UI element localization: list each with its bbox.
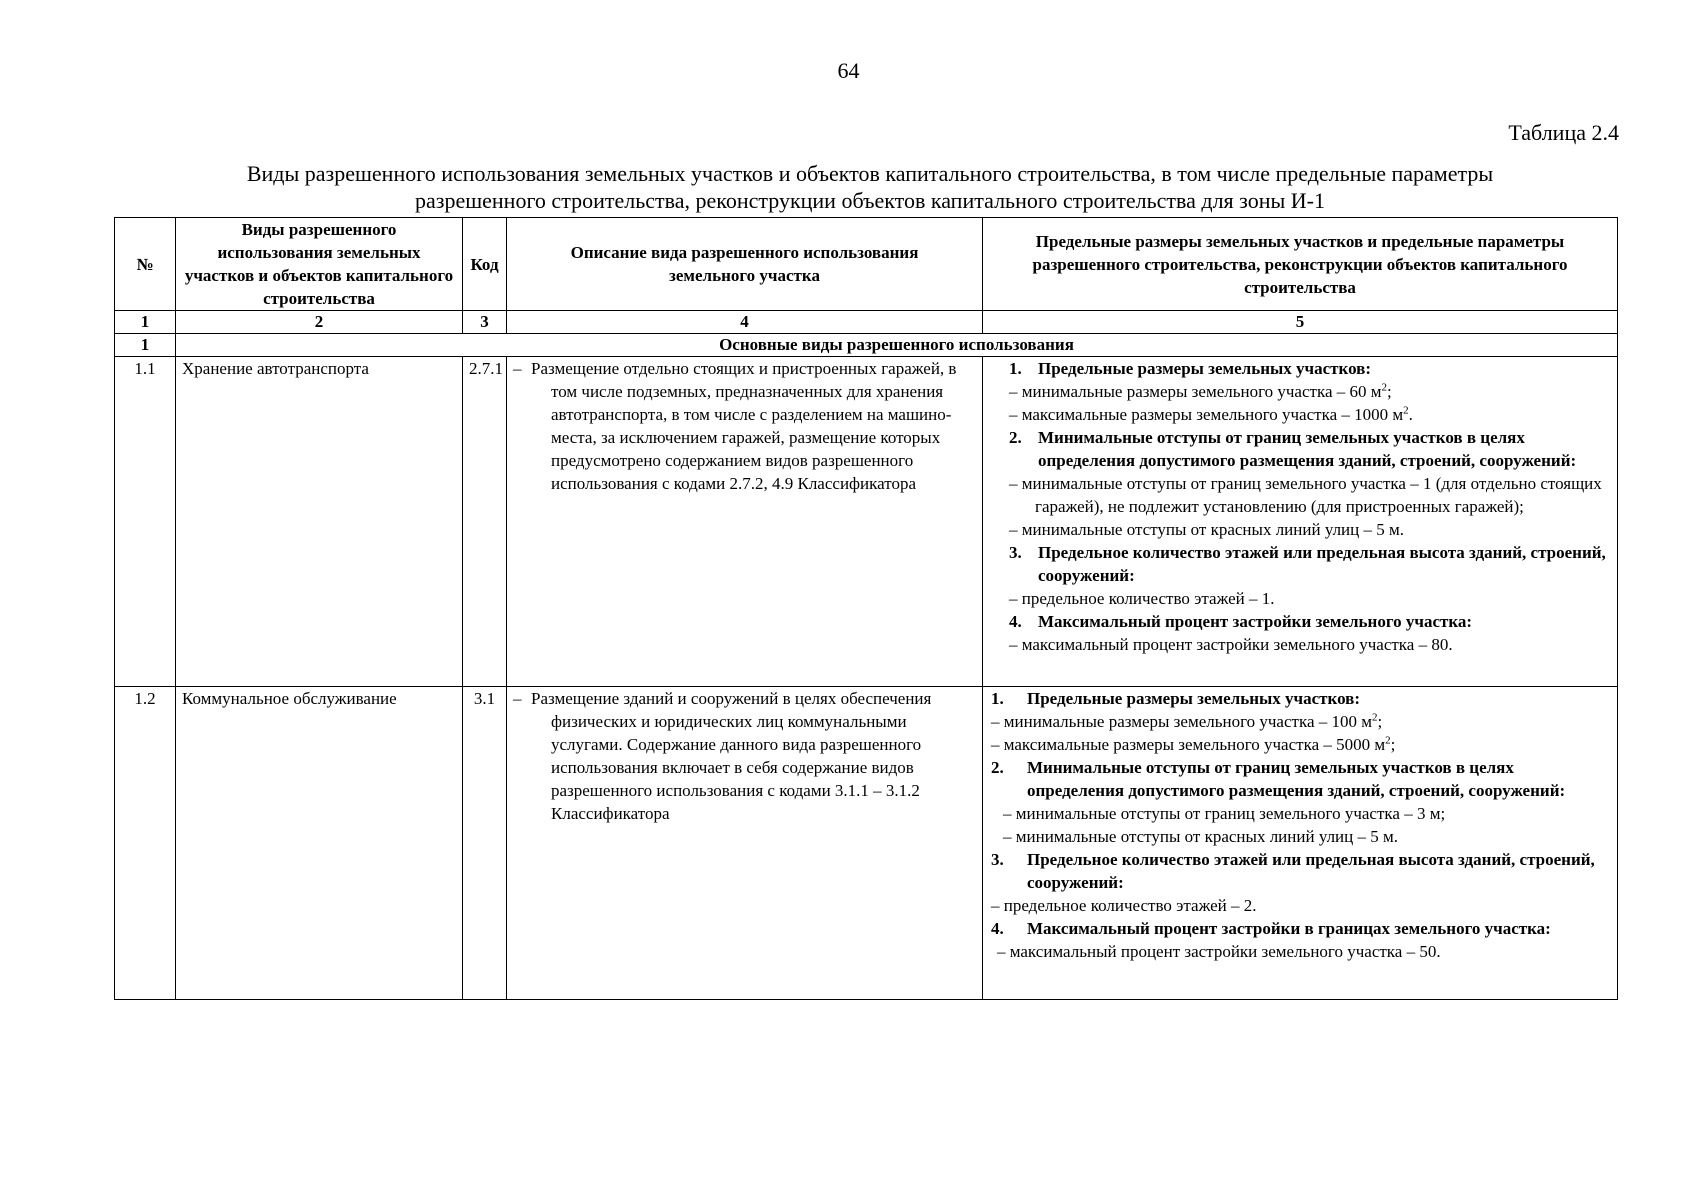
param-item: – максимальные размеры земельного участка – 1000 $м^2$. xyxy=(1009,404,1413,424)
param-item: – предельное количество этажей – 1. xyxy=(1009,589,1275,608)
param-item: – максимальный процент застройки земельного участка – 80. xyxy=(1009,635,1453,654)
table-title xyxy=(130,160,1610,214)
row-params xyxy=(983,687,1618,1000)
param-heading: 1. Предельные размеры земельных участков: xyxy=(991,689,1361,708)
param-item: – предельное количество этажей – 2. xyxy=(991,896,1257,915)
header-name: Виды разрешенного использования земельных участков и объектов капитального строительства xyxy=(176,218,463,311)
param-heading: 2. Минимальные отступы от границ земельных участков в целях определения допустимого размещения зданий, строений, сооружений: xyxy=(991,758,1566,800)
param-item: – минимальные размеры земельного участка – 60 $м^2$; xyxy=(1009,381,1392,401)
param-heading: 4. Максимальный процент застройки земельного участка: xyxy=(1009,612,1473,631)
header-desc: Описание вида разрешенного использования земельного участка xyxy=(507,218,983,311)
param-item: – минимальные отступы от красных линий улиц – 5 м. xyxy=(1009,520,1405,539)
land-use-table xyxy=(114,217,1618,1000)
param-item: – минимальные отступы от красных линий улиц – 5 м. xyxy=(1003,827,1399,846)
row-name: Хранение автотранспорта xyxy=(176,357,463,687)
column-index: 4 xyxy=(507,311,983,334)
row-name: Коммунальное обслуживание xyxy=(176,687,463,1000)
row-desc xyxy=(507,687,983,1000)
desc-dash: – xyxy=(513,359,522,378)
row-code: 3.1 xyxy=(463,687,507,1000)
section-row xyxy=(115,334,1618,357)
header-params: Предельные размеры земельных участков и предельные параметры разрешенного строительства, реконструкции объектов капитального строительства xyxy=(983,218,1618,311)
table-row xyxy=(115,687,1618,1000)
desc-dash: – xyxy=(513,689,522,708)
param-item: – минимальные размеры земельного участка – 100 $м^2$; xyxy=(991,711,1383,731)
header-code: Код xyxy=(463,218,507,311)
param-heading: 4. Максимальный процент застройки в границах земельного участка: xyxy=(991,919,1551,938)
desc-text: Размещение зданий и сооружений в целях обеспечения физических и юридических лиц коммунальными услугами. Содержание данного вида разрешенного использования включает в себя содержание видов разрешенного использования с кодами 3.1.1 – 3.1.2 Классификатора xyxy=(531,689,932,823)
header-num: № xyxy=(115,218,176,311)
param-item: – максимальный процент застройки земельного участка – 50. xyxy=(997,942,1441,961)
section-num: 1 xyxy=(115,334,176,357)
param-item: – максимальные размеры земельного участка – 5000 $м^2$; xyxy=(991,734,1396,754)
column-index: 3 xyxy=(463,311,507,334)
param-heading: 3. Предельное количество этажей или предельная высота зданий, строений, сооружений: xyxy=(1009,543,1606,585)
column-index: 1 xyxy=(115,311,176,334)
row-num: 1.1 xyxy=(115,357,176,687)
table-row xyxy=(115,357,1618,687)
row-desc xyxy=(507,357,983,687)
table-title-line-2: разрешенного строительства, реконструкции объектов капитального строительства для зоны И-1 xyxy=(414,188,1326,213)
param-heading: 3. Предельное количество этажей или предельная высота зданий, строений, сооружений: xyxy=(991,850,1595,892)
desc-text: Размещение отдельно стоящих и пристроенных гаражей, в том числе подземных, предназначенных для хранения автотранспорта, в том числе с разделением на машино-места, за исключением гаражей, размещение которых предусмотрено содержанием видов разрешенного использования с кодами 2.7.2, 4.9 Классификатора xyxy=(531,359,957,493)
param-heading: 2. Минимальные отступы от границ земельных участков в целях определения допустимого размещения зданий, строений, сооружений: xyxy=(1009,428,1577,470)
table-title-line-1: Виды разрешенного использования земельных участков и объектов капитального строительства, в том числе предельные параметры xyxy=(246,161,1494,186)
row-num: 1.2 xyxy=(115,687,176,1000)
header-row xyxy=(115,218,1618,311)
param-item: – минимальные отступы от границ земельного участка – 1 (для отдельно стоящих гаражей), не подлежит установлению (для пристроенных гаражей); xyxy=(1009,474,1602,516)
section-title: Основные виды разрешенного использования xyxy=(176,334,1618,357)
table-label: Таблица 2.4 xyxy=(1508,120,1619,145)
column-index: 5 xyxy=(983,311,1618,334)
column-index: 2 xyxy=(176,311,463,334)
param-item: – минимальные отступы от границ земельного участка – 3 м; xyxy=(1003,804,1446,823)
column-index-row xyxy=(115,311,1618,334)
row-code: 2.7.1 xyxy=(463,357,507,687)
page-number: 64 xyxy=(837,58,860,83)
param-heading: 1. Предельные размеры земельных участков: xyxy=(1009,359,1372,378)
row-params xyxy=(983,357,1618,687)
